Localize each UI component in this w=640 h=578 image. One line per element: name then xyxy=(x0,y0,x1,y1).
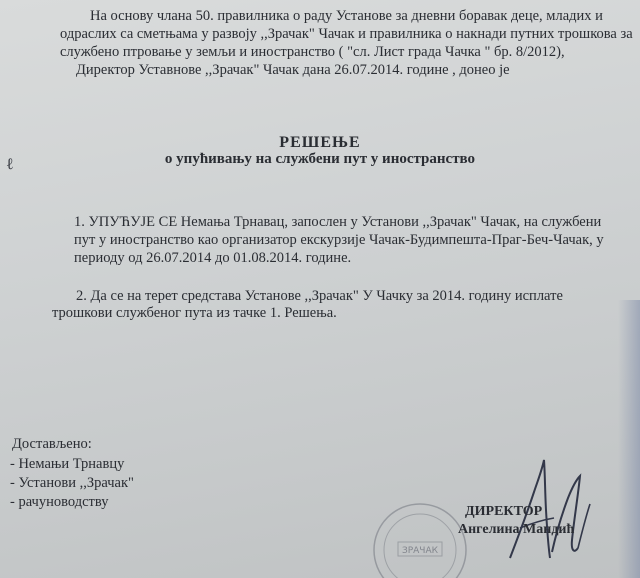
delivery-recipient: - Немањи Трнавцу xyxy=(10,456,125,472)
delivery-heading: Достављено: xyxy=(12,436,92,452)
delivery-recipient: - Установи ,,Зрачак" xyxy=(10,475,134,491)
item-1-line-1: 1. УПУЋУЈЕ СЕ Немања Трнавац, запослен у Установи ,,Зрачак" Чачак, на службени xyxy=(74,214,602,230)
preamble-line-2: одраслих са сметњама у развоју ,,Зрачак" Чачак и правилника о накнади путних трошкова за xyxy=(60,26,633,42)
document-subtitle: о упућивању на службени пут у иностранство xyxy=(164,151,476,167)
edge-shadow xyxy=(618,300,640,578)
document-title: РЕШЕЊЕ xyxy=(279,134,361,151)
stamp-text: ЗРАЧАК xyxy=(401,546,439,556)
delivery-recipient: - рачуноводству xyxy=(10,494,109,510)
margin-mark: ℓ xyxy=(6,156,14,173)
preamble-line-4: Директор Уставнове ,,Зрачак" Чачак дана 26.07.2014. године , донео је xyxy=(76,62,510,78)
signature-title: ДИРЕКТОР xyxy=(465,504,543,519)
item-2-line-1: 2. Да се на терет средстава Установе ,,Зрачак" У Чачку за 2014. годину исплате xyxy=(76,288,563,304)
item-2-line-2: трошкови службеног пута из тачке 1. Решења. xyxy=(52,305,337,321)
official-stamp xyxy=(370,500,470,578)
preamble-line-1: На основу члана 50. правилника о раду Установе за дневни боравак деце, младих и xyxy=(90,8,603,24)
preamble-line-3: службено птровање у земљи и иностранство ( "сл. Лист града Чачка " бр. 8/2012), xyxy=(60,44,565,60)
signature-name: Ангелина Мандић xyxy=(458,522,575,537)
item-1-line-2: пут у иностранство као организатор екскурзије Чачак-Будимпешта-Праг-Беч-Чачак, у xyxy=(74,232,604,248)
item-1-line-3: периоду од 26.07.2014 до 01.08.2014. године. xyxy=(74,250,352,266)
